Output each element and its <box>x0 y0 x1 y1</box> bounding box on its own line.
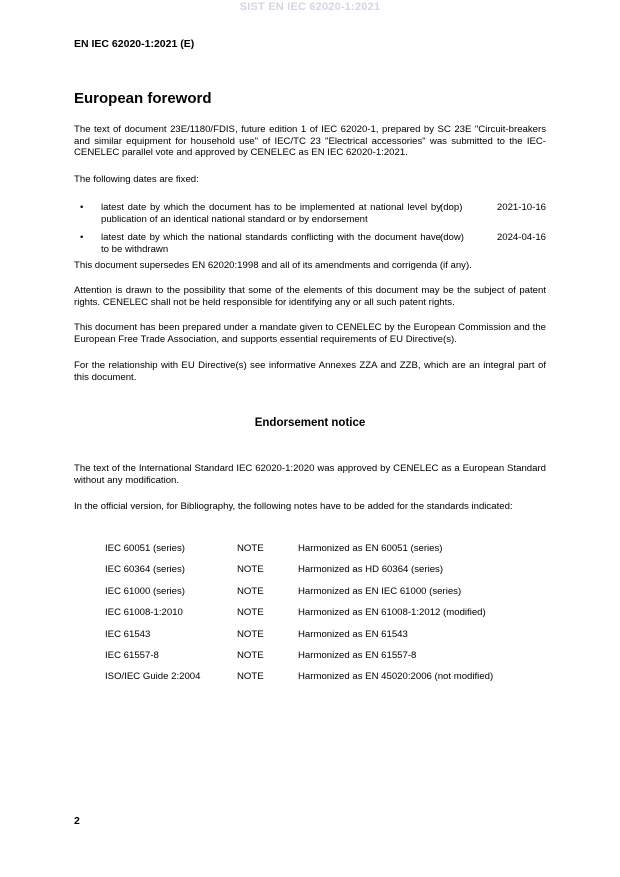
harmonized-text: Harmonized as EN 45020:2006 (not modified) <box>298 671 494 682</box>
dates-intro: The following dates are fixed: <box>74 174 199 185</box>
standard-reference: IEC 61543 <box>105 629 151 640</box>
date-item-value: 2024-04-16 <box>496 232 546 243</box>
date-item-dow <box>74 232 546 256</box>
harmonized-text: Harmonized as EN 61557-8 <box>298 650 417 661</box>
standard-note-row <box>105 586 545 600</box>
standard-reference: IEC 60364 (series) <box>105 564 185 575</box>
harmonized-text: Harmonized as EN 61008-1:2012 (modified) <box>298 607 486 618</box>
standard-note-row <box>105 564 545 578</box>
date-item-code: (dow) <box>440 232 464 243</box>
bullet-icon: • <box>80 232 84 243</box>
mandate-paragraph: This document has been prepared under a mandate given to CENELEC by the European Commission and the European Free Trade Association, and supports essential requirements of EU Directive(s). <box>74 322 546 345</box>
note-label: NOTE <box>237 543 264 554</box>
standard-reference: IEC 61557-8 <box>105 650 159 661</box>
date-item-text: latest date by which the document has to be implemented at national level by publication of an identical national standard or by endorsement <box>101 202 441 225</box>
standard-note-row <box>105 629 545 643</box>
endorsement-paragraph-bibliography: In the official version, for Bibliography, the following notes have to be added for the standards indicated: <box>74 501 513 512</box>
harmonized-text: Harmonized as EN 61543 <box>298 629 408 640</box>
foreword-paragraph-document-text: The text of document 23E/1180/FDIS, future edition 1 of IEC 62020-1, prepared by SC 23E "Circuit-breakers and similar equipment for household use" of IEC/TC 23 "Electrical accessories" was submitted to the IEC-CENELEC parallel vote and approved by CENELEC as EN IEC 62020-1:2021. <box>74 124 546 158</box>
note-label: NOTE <box>237 607 264 618</box>
date-item-text: latest date by which the national standards conflicting with the document have to be withdrawn <box>101 232 441 255</box>
note-label: NOTE <box>237 629 264 640</box>
document-id-header: EN IEC 62020-1:2021 (E) <box>74 38 195 50</box>
standard-note-row <box>105 607 545 621</box>
bullet-icon: • <box>80 202 84 213</box>
directive-paragraph: For the relationship with EU Directive(s) see informative Annexes ZZA and ZZB, which are an integral part of this document. <box>74 360 546 383</box>
european-foreword-title: European foreword <box>74 90 212 107</box>
endorsement-notice-title: Endorsement notice <box>254 417 366 429</box>
patent-paragraph: Attention is drawn to the possibility that some of the elements of this document may be the subject of patent rights. CENELEC shall not be held responsible for identifying any or all such patent rights. <box>74 285 546 308</box>
standard-note-row <box>105 650 545 664</box>
date-item-value: 2021-10-16 <box>496 202 546 213</box>
standard-reference: ISO/IEC Guide 2:2004 <box>105 671 201 682</box>
note-label: NOTE <box>237 586 264 597</box>
date-item-code: (dop) <box>440 202 463 213</box>
endorsement-paragraph-approval: The text of the International Standard IEC 62020-1:2020 was approved by CENELEC as a European Standard without any modification. <box>74 463 546 486</box>
standard-reference: IEC 61000 (series) <box>105 586 185 597</box>
standard-reference: IEC 60051 (series) <box>105 543 185 554</box>
standard-note-row <box>105 671 545 685</box>
note-label: NOTE <box>237 650 264 661</box>
date-item-dop <box>74 202 546 226</box>
harmonized-text: Harmonized as HD 60364 (series) <box>298 564 444 575</box>
watermark: SIST EN IEC 62020-1:2021 <box>239 1 381 13</box>
harmonized-text: Harmonized as EN IEC 61000 (series) <box>298 586 462 597</box>
standard-note-row <box>105 543 545 557</box>
note-label: NOTE <box>237 564 264 575</box>
standard-reference: IEC 61008-1:2010 <box>105 607 183 618</box>
page-number: 2 <box>74 815 80 827</box>
note-label: NOTE <box>237 671 264 682</box>
harmonized-text: Harmonized as EN 60051 (series) <box>298 543 443 554</box>
supersedes-paragraph: This document supersedes EN 62020:1998 and all of its amendments and corrigenda (if any). <box>74 260 472 271</box>
